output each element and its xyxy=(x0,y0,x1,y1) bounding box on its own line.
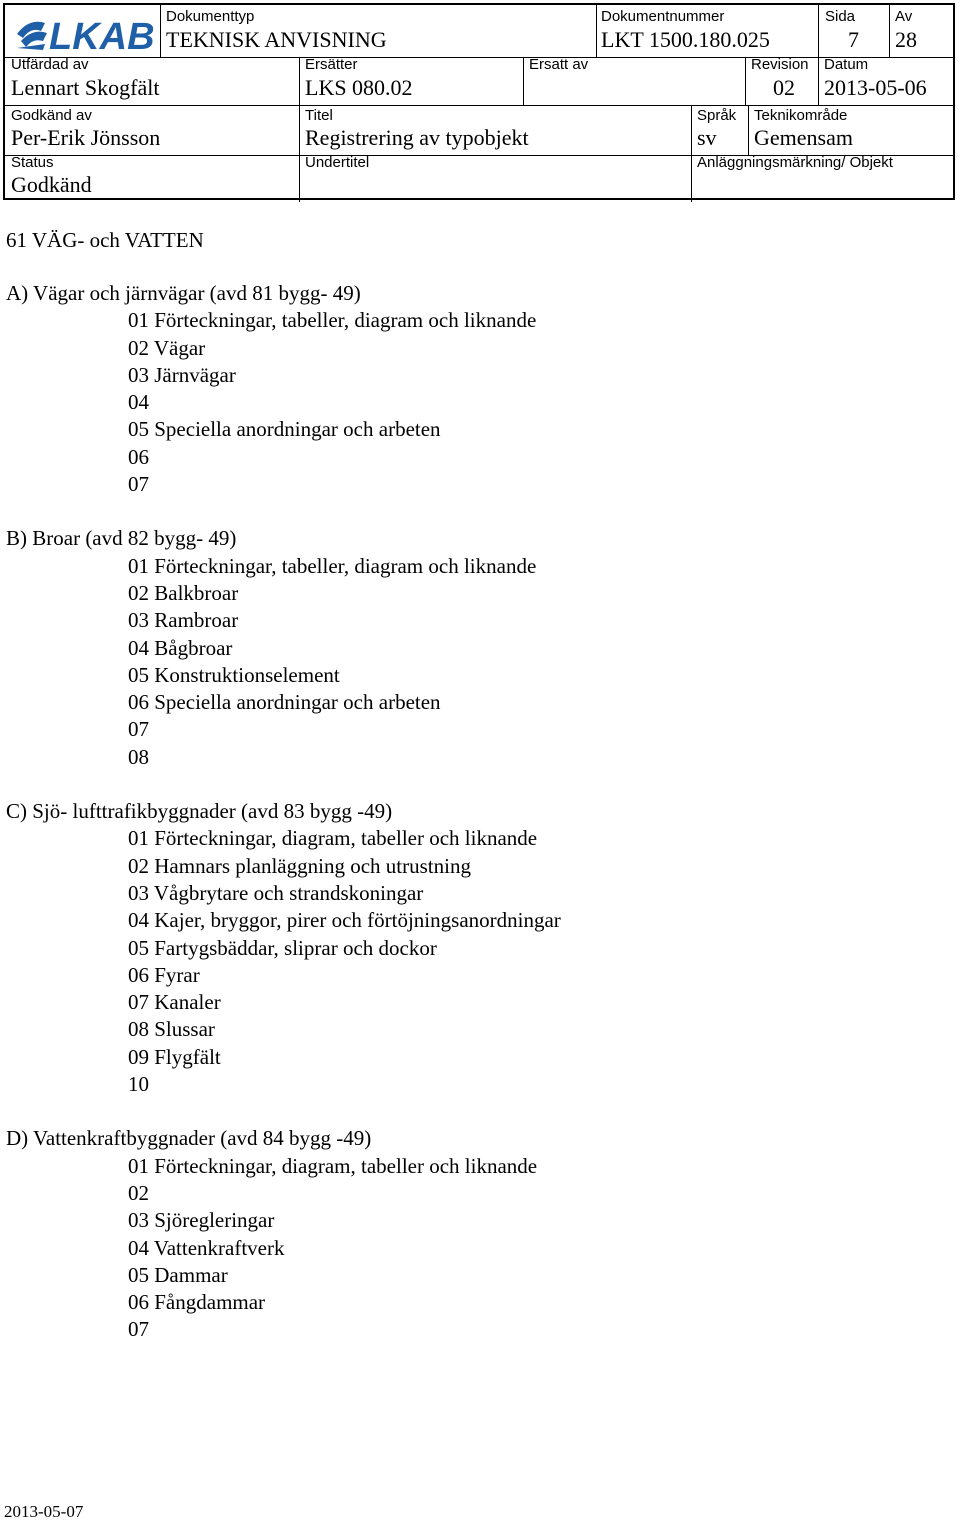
header-divider xyxy=(596,5,597,57)
list-item: 03 Sjöregleringar xyxy=(128,1208,275,1233)
date-label: Datum xyxy=(824,56,869,73)
approved-by-label: Godkänd av xyxy=(11,107,92,124)
revision-label: Revision xyxy=(751,56,809,73)
section xyxy=(6,525,946,771)
doc-type-value: TEKNISK ANVISNING xyxy=(166,27,387,52)
footer-date: 2013-05-07 xyxy=(4,1502,84,1521)
list-item: 05 Fartygsbäddar, sliprar och dockor xyxy=(128,935,437,960)
replaces-label: Ersätter xyxy=(305,56,358,73)
list-item: 06 Speciella anordningar och arbeten xyxy=(128,690,441,715)
main-title: 61 VÄG- och VATTEN xyxy=(6,228,204,252)
language-value: sv xyxy=(697,125,717,150)
list-item: 05 Konstruktionselement xyxy=(128,662,340,687)
status-value: Godkänd xyxy=(11,172,92,197)
page-label: Sida xyxy=(825,8,856,25)
plant-designation-label: Anläggningsmärkning/ Objekt xyxy=(697,154,893,171)
list-item: 07 xyxy=(128,717,149,742)
doc-number-label: Dokumentnummer xyxy=(601,8,725,25)
section xyxy=(6,280,946,498)
list-item: 02 Hamnars planläggning och utrustning xyxy=(128,853,471,878)
date-value: 2013-05-06 xyxy=(824,75,927,100)
list-item: 05 Speciella anordningar och arbeten xyxy=(128,417,441,442)
list-item: 04 Kajer, bryggor, pirer och förtöjningsanordningar xyxy=(128,908,561,933)
list-item: 04 xyxy=(128,390,149,415)
list-item: 09 Flygfält xyxy=(128,1044,221,1069)
replaced-by-label: Ersatt av xyxy=(529,56,589,73)
doc-number-value: LKT 1500.180.025 xyxy=(601,27,770,52)
header-divider xyxy=(691,105,692,202)
header-divider xyxy=(5,57,953,58)
revision-value: 02 xyxy=(773,75,795,100)
section-list xyxy=(6,280,946,1344)
list-item: 05 Dammar xyxy=(128,1262,228,1287)
list-item: 07 xyxy=(128,1317,149,1342)
list-item: 06 Fångdammar xyxy=(128,1290,266,1315)
list-item: 01 Förteckningar, diagram, tabeller och liknande xyxy=(128,826,538,851)
header-divider xyxy=(523,57,524,105)
issued-by-label: Utfärdad av xyxy=(11,56,89,73)
section-heading: A) Vägar och järnvägar (avd 81 bygg- 49) xyxy=(6,281,361,305)
tech-area-value: Gemensam xyxy=(754,125,853,150)
document-header xyxy=(3,3,955,200)
replaces-value: LKS 080.02 xyxy=(305,75,413,100)
list-item: 03 Järnvägar xyxy=(128,362,236,387)
page-value: 7 xyxy=(848,27,859,52)
list-item: 03 Rambroar xyxy=(128,608,239,633)
lkab-emblem-icon xyxy=(17,22,47,50)
list-item: 02 Balkbroar xyxy=(128,580,239,605)
doc-type-label: Dokumenttyp xyxy=(166,8,255,25)
status-label: Status xyxy=(11,154,54,171)
approved-by-value: Per-Erik Jönsson xyxy=(11,125,161,150)
header-divider xyxy=(745,57,746,105)
section-heading: C) Sjö- lufttrafikbyggnader (avd 83 bygg -49) xyxy=(6,799,393,824)
language-label: Språk xyxy=(697,107,737,124)
list-item: 01 Förteckningar, tabeller, diagram och liknande xyxy=(128,553,537,578)
page-count-value: 28 xyxy=(895,27,917,52)
list-item: 01 Förteckningar, diagram, tabeller och liknande xyxy=(128,1153,538,1178)
section xyxy=(6,798,946,1098)
list-item: 03 Vågbrytare och strandskoningar xyxy=(128,880,424,905)
header-divider xyxy=(818,5,819,105)
tech-area-label: Teknikområde xyxy=(754,107,848,124)
list-item: 06 xyxy=(128,444,149,469)
section xyxy=(6,1125,946,1343)
header-divider xyxy=(299,57,300,202)
subtitle-label: Undertitel xyxy=(305,154,370,171)
list-item: 01 Förteckningar, tabeller, diagram och liknande xyxy=(128,308,537,333)
header-divider xyxy=(160,5,161,57)
list-item: 02 Vägar xyxy=(128,335,206,360)
header-divider xyxy=(748,105,749,155)
lkab-logo xyxy=(15,14,157,54)
document-body xyxy=(6,226,946,1371)
section-heading: B) Broar (avd 82 bygg- 49) xyxy=(6,526,237,551)
issued-by-value: Lennart Skogfält xyxy=(11,75,160,100)
title-label: Titel xyxy=(305,107,333,124)
section-heading: D) Vattenkraftbyggnader (avd 84 bygg -49) xyxy=(6,1126,372,1151)
header-divider xyxy=(889,5,890,57)
list-item: 02 xyxy=(128,1180,149,1205)
list-item: 08 xyxy=(128,744,149,769)
list-item: 10 xyxy=(128,1072,149,1097)
list-item: 04 Bågbroar xyxy=(128,635,233,660)
header-divider xyxy=(5,105,953,106)
title-value: Registrering av typobjekt xyxy=(305,125,529,150)
lkab-logo-text: LKAB xyxy=(49,16,155,54)
list-item: 04 Vattenkraftverk xyxy=(128,1235,285,1260)
page-count-label: Av xyxy=(895,8,913,25)
list-item: 08 Slussar xyxy=(128,1017,215,1042)
list-item: 06 Fyrar xyxy=(128,962,200,987)
list-item: 07 Kanaler xyxy=(128,990,221,1015)
list-item: 07 xyxy=(128,472,149,497)
